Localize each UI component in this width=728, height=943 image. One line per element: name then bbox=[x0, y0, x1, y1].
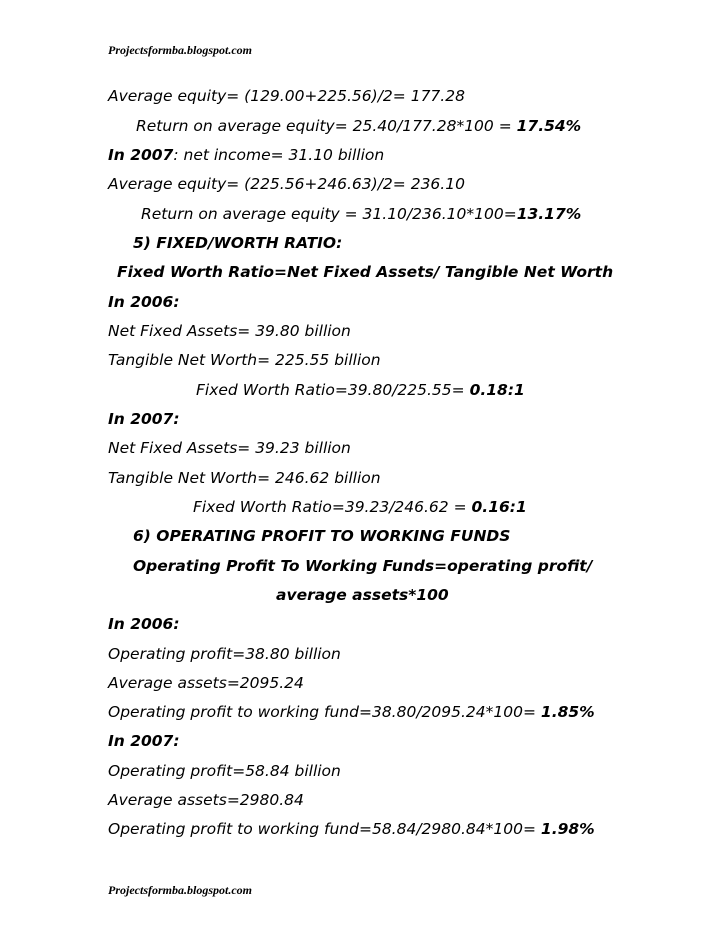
fw-ratio-2006-text: Fixed Worth Ratio=39.80/225.55= bbox=[196, 381, 470, 399]
tnw-2007: Tangible Net Worth= 246.62 billion bbox=[108, 469, 381, 487]
op-profit-formula-line2: average assets*100 bbox=[276, 586, 449, 604]
fw-ratio-2007-value: 0.16:1 bbox=[471, 498, 527, 516]
op-profit-2006: Operating profit=38.80 billion bbox=[108, 645, 341, 663]
fw-ratio-2007-line bbox=[193, 497, 527, 517]
nfa-2007: Net Fixed Assets= 39.23 billion bbox=[108, 439, 351, 457]
op-year-2007-label: In 2007: bbox=[108, 732, 180, 750]
avg-assets-2007: Average assets=2980.84 bbox=[108, 791, 304, 809]
roe-2006-value: 17.54% bbox=[516, 117, 582, 135]
avg-assets-2006: Average assets=2095.24 bbox=[108, 674, 304, 692]
avg-equity-2006: Average equity= (129.00+225.56)/2= 177.28 bbox=[108, 87, 465, 105]
op-profit-formula-line1: Operating Profit To Working Funds=operating profit/ bbox=[133, 557, 593, 575]
roe-2006-line bbox=[136, 116, 581, 136]
fw-year-2006-label: In 2006: bbox=[108, 293, 180, 311]
op-result-2006-text: Operating profit to working fund=38.80/2095.24*100= bbox=[108, 703, 541, 721]
year-2007-label: In 2007 bbox=[108, 146, 174, 164]
avg-equity-2007: Average equity= (225.56+246.63)/2= 236.10 bbox=[108, 175, 465, 193]
fixed-worth-heading: 5) FIXED/WORTH RATIO: bbox=[133, 234, 343, 252]
fw-ratio-2006-value: 0.18:1 bbox=[469, 381, 525, 399]
op-result-2007-text: Operating profit to working fund=58.84/2980.84*100= bbox=[108, 820, 541, 838]
op-result-2006-line bbox=[108, 702, 595, 722]
op-year-2006-label: In 2006: bbox=[108, 615, 180, 633]
roe-2006-text: Return on average equity= 25.40/177.28*100 = bbox=[136, 117, 517, 135]
op-result-2007-line bbox=[108, 819, 595, 839]
page-header: Projectsformba.blogspot.com bbox=[108, 43, 252, 57]
roe-2007-value: 13.17% bbox=[516, 205, 582, 223]
roe-2007-line bbox=[141, 204, 581, 224]
roe-2007-text: Return on average equity = 31.10/236.10*100= bbox=[141, 205, 517, 223]
fixed-worth-formula: Fixed Worth Ratio=Net Fixed Assets/ Tangible Net Worth bbox=[117, 263, 614, 281]
op-result-2007-value: 1.98% bbox=[540, 820, 595, 838]
fw-year-2007-label: In 2007: bbox=[108, 410, 180, 428]
tnw-2006: Tangible Net Worth= 225.55 billion bbox=[108, 351, 381, 369]
nfa-2006: Net Fixed Assets= 39.80 billion bbox=[108, 322, 351, 340]
fw-ratio-2007-text: Fixed Worth Ratio=39.23/246.62 = bbox=[193, 498, 472, 516]
op-profit-heading: 6) OPERATING PROFIT TO WORKING FUNDS bbox=[133, 527, 511, 545]
op-result-2006-value: 1.85% bbox=[540, 703, 595, 721]
net-income-2007-line bbox=[108, 145, 384, 165]
page-footer: Projectsformba.blogspot.com bbox=[108, 883, 252, 897]
net-income-2007: : net income= 31.10 billion bbox=[173, 146, 385, 164]
op-profit-2007: Operating profit=58.84 billion bbox=[108, 762, 341, 780]
fw-ratio-2006-line bbox=[196, 380, 525, 400]
